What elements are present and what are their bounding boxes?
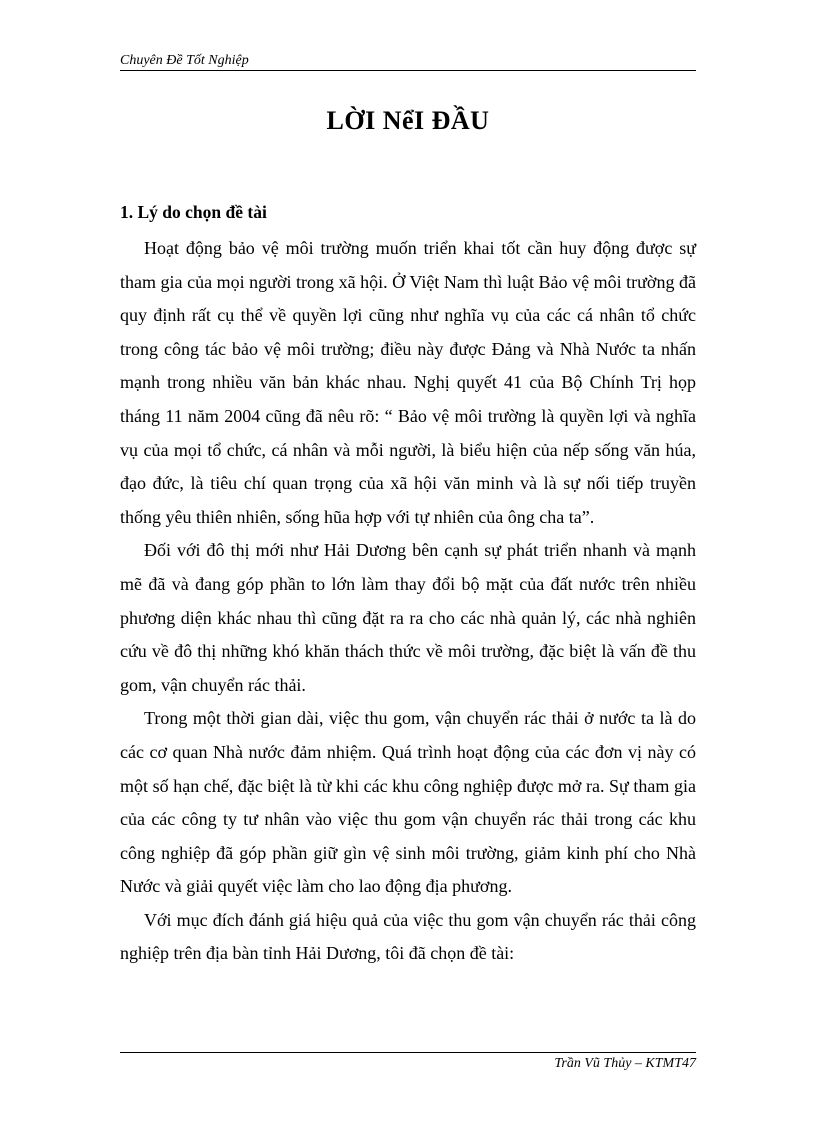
section-heading: 1. Lý do chọn đề tài [120, 202, 267, 222]
paragraph-3: Trong một thời gian dài, việc thu gom, vận chuyển rác thải ở nước ta là do các cơ quan Nhà nước đảm nhiệm. Quá trình hoạt động của các đơn vị này có một số hạn chế, đặc biệt là từ khi các khu công nghiệp được mở ra. Sự tham gia của các công ty tư nhân vào việc thu gom vận chuyển rác thải trong các khu công nghiệp đã góp phần giữ gìn vệ sinh môi trường, giảm kinh phí cho Nhà Nước và giải quyết việc làm cho lao động địa phương. [120, 708, 696, 897]
running-header [120, 52, 696, 71]
running-footer [120, 1055, 696, 1073]
footer-author: Trần Vũ Thủy – KTMT47 [554, 1056, 696, 1071]
paragraph-2: Đối với đô thị mới như Hải Dương bên cạnh sự phát triển nhanh và mạnh mẽ đã và đang góp phần to lớn làm thay đổi bộ mặt của đất nước trên nhiều phương diện khác nhau thì cũng đặt ra ra cho các nhà quản lý, các nhà nghiên cứu về đô thị những khó khăn thách thức về môi trường, đặc biệt là vấn đề thu gom, vận chuyển rác thải. [120, 540, 696, 695]
paragraph-4: Với mục đích đánh giá hiệu quả của việc thu gom vận chuyển rác thải công nghiệp trên địa bàn tỉnh Hải Dương, tôi đã chọn đề tài: [120, 909, 696, 964]
footer-divider [120, 1052, 696, 1053]
paragraph-1: Hoạt động bảo vệ môi trường muốn triển khai tốt cần huy động được sự tham gia của mọi người trong xã hội. Ở Việt Nam thì luật Bảo vệ môi trường đã quy định rất cụ thể về quyền lợi cũng như nghĩa vụ của các cá nhân tổ chức trong công tác bảo vệ môi trường; điều này được Đảng và Nhà Nước ta nhấn mạnh trong nhiều văn bản khác nhau. Nghị quyết 41 của Bộ Chính Trị họp tháng 11 năm 2004 cũng đã nêu rõ: “ Bảo vệ môi trường là quyền lợi và nghĩa vụ của mọi tổ chức, cá nhân và mỗi người, là biểu hiện của nếp sống văn húa, đạo đức, là tiêu chí quan trọng của xã hội văn minh và là sự nối tiếp truyền thống yêu thiên nhiên, sống hũa hợp với tự nhiên của ông cha ta”. [120, 238, 696, 527]
section-body [120, 232, 696, 971]
running-header-title: Chuyên Đề Tốt Nghiệp [120, 53, 249, 68]
page-title: LỜI NểI ĐẦU [326, 106, 490, 135]
